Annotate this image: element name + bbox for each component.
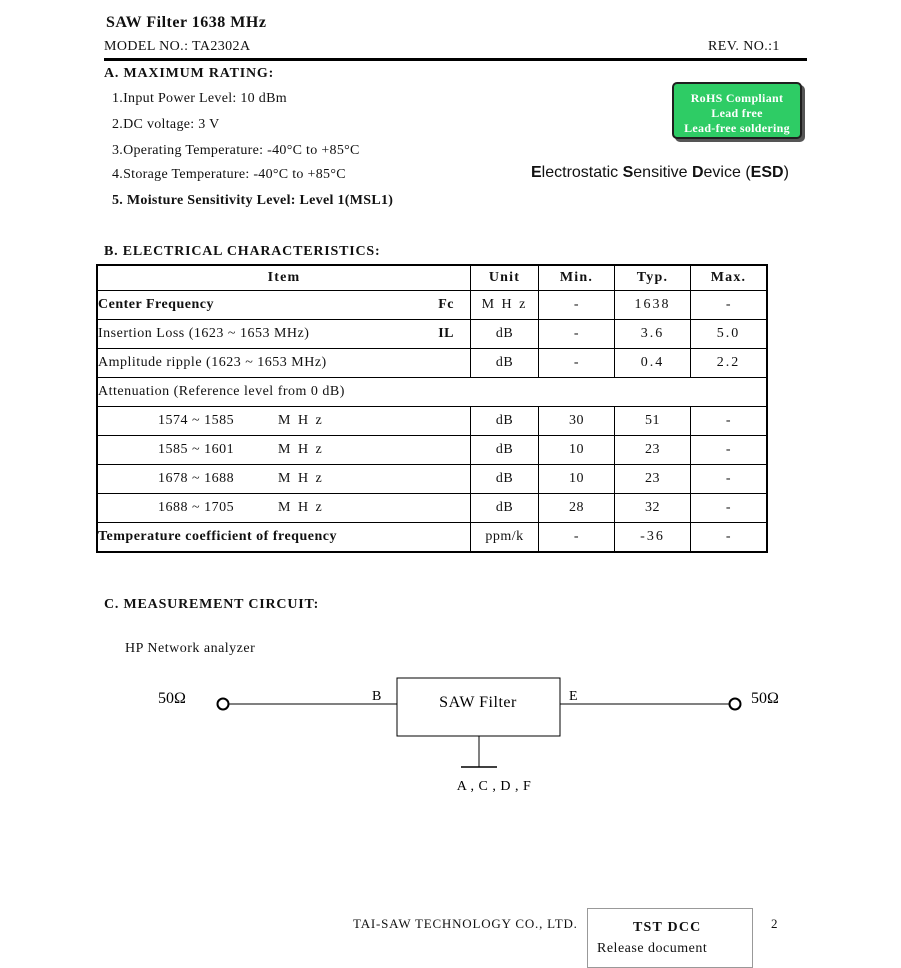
section-b-heading: B. ELECTRICAL CHARACTERISTICS: bbox=[104, 244, 381, 259]
freq-unit: M H z bbox=[278, 500, 324, 515]
dcc-stamp-box bbox=[587, 908, 753, 968]
document-title: SAW Filter 1638 MHz bbox=[106, 14, 267, 31]
col-header-unit: Unit bbox=[471, 265, 539, 291]
cell-max: - bbox=[691, 436, 768, 465]
esd-abbrev: ESD bbox=[750, 164, 784, 181]
cell-min: 28 bbox=[539, 494, 615, 523]
cell-min: 10 bbox=[539, 436, 615, 465]
cell-min: 30 bbox=[539, 407, 615, 436]
model-number: MODEL NO.: TA2302A bbox=[104, 39, 251, 54]
cell-unit: M H z bbox=[471, 291, 539, 320]
cell-unit: dB bbox=[471, 320, 539, 349]
cell-unit: dB bbox=[471, 494, 539, 523]
ground-pins-label: A , C , D , F bbox=[456, 779, 532, 794]
cell-max: - bbox=[691, 291, 768, 320]
saw-filter-label: SAW Filter bbox=[439, 694, 517, 711]
input-port-label: B bbox=[372, 689, 382, 704]
cell-max: - bbox=[691, 465, 768, 494]
cell-max: - bbox=[691, 523, 768, 553]
row-item: Temperature coefficient of frequency bbox=[97, 523, 471, 553]
col-header-max: Max. bbox=[691, 265, 768, 291]
freq-unit: M H z bbox=[278, 413, 324, 428]
rohs-line: RoHS Compliant bbox=[690, 91, 784, 105]
rohs-line: Lead-free soldering bbox=[684, 121, 790, 135]
right-terminal bbox=[730, 699, 741, 710]
esd-letter: D bbox=[691, 164, 704, 181]
esd-text: evice ( bbox=[703, 164, 751, 181]
col-header-min: Min. bbox=[539, 265, 615, 291]
rating-item: 2.DC voltage: 3 V bbox=[112, 117, 220, 132]
item-label: Insertion Loss (1623 ~ 1653 MHz) bbox=[98, 326, 310, 341]
cell-unit: dB bbox=[471, 436, 539, 465]
freq-unit: M H z bbox=[278, 471, 324, 486]
dcc-title: TST DCC bbox=[633, 920, 702, 935]
item-label: Center Frequency bbox=[98, 297, 214, 312]
item-symbol: Fc bbox=[438, 297, 454, 312]
cell-typ: 3.6 bbox=[615, 320, 691, 349]
rating-item: 4.Storage Temperature: -40°C to +85°C bbox=[112, 167, 346, 182]
cell-unit: dB bbox=[471, 465, 539, 494]
output-port-label: E bbox=[569, 689, 578, 704]
cell-unit: dB bbox=[471, 407, 539, 436]
esd-text: lectrostatic bbox=[541, 164, 623, 181]
col-header-item: Item bbox=[97, 265, 471, 291]
freq-range: 1688 ~ 1705 bbox=[158, 500, 235, 515]
dcc-subtitle: Release document bbox=[597, 941, 708, 956]
right-impedance-label: 50Ω bbox=[751, 690, 779, 707]
cell-max: - bbox=[691, 407, 768, 436]
left-terminal bbox=[218, 699, 229, 710]
cell-min: - bbox=[539, 349, 615, 378]
freq-unit: M H z bbox=[278, 442, 324, 457]
cell-min: 10 bbox=[539, 465, 615, 494]
cell-max: 5.0 bbox=[691, 320, 768, 349]
attenuation-heading: Attenuation (Reference level from 0 dB) bbox=[97, 378, 767, 407]
cell-typ: 0.4 bbox=[615, 349, 691, 378]
cell-min: - bbox=[539, 523, 615, 553]
cell-unit: dB bbox=[471, 349, 539, 378]
cell-unit: ppm/k bbox=[471, 523, 539, 553]
company-name: TAI-SAW TECHNOLOGY CO., LTD. bbox=[353, 916, 578, 931]
freq-range: 1585 ~ 1601 bbox=[158, 442, 235, 457]
cell-min: - bbox=[539, 320, 615, 349]
cell-typ: 32 bbox=[615, 494, 691, 523]
item-symbol: IL bbox=[438, 326, 454, 341]
analyzer-label: HP Network analyzer bbox=[125, 641, 256, 656]
esd-text: ensitive bbox=[633, 164, 692, 181]
cell-max: 2.2 bbox=[691, 349, 768, 378]
section-a-heading: A. MAXIMUM RATING: bbox=[104, 66, 275, 81]
cell-typ: 1638 bbox=[615, 291, 691, 320]
cell-typ: 23 bbox=[615, 436, 691, 465]
cell-typ: 51 bbox=[615, 407, 691, 436]
freq-range: 1678 ~ 1688 bbox=[158, 471, 235, 486]
rating-item: 3.Operating Temperature: -40°C to +85°C bbox=[112, 143, 360, 158]
left-impedance-label: 50Ω bbox=[158, 690, 186, 707]
cell-typ: 23 bbox=[615, 465, 691, 494]
esd-letter: S bbox=[622, 164, 634, 181]
col-header-typ: Typ. bbox=[615, 265, 691, 291]
rating-item: 1.Input Power Level: 10 dBm bbox=[112, 91, 287, 106]
freq-range: 1574 ~ 1585 bbox=[158, 413, 235, 428]
cell-min: - bbox=[539, 291, 615, 320]
rating-item-msl: 5. Moisture Sensitivity Level: Level 1(MSL1) bbox=[112, 193, 394, 208]
page-number: 2 bbox=[771, 916, 778, 931]
cell-max: - bbox=[691, 494, 768, 523]
item-label: Amplitude ripple (1623 ~ 1653 MHz) bbox=[98, 355, 327, 370]
revision-number: REV. NO.:1 bbox=[708, 39, 780, 54]
esd-text: ) bbox=[783, 164, 789, 181]
section-c-heading: C. MEASUREMENT CIRCUIT: bbox=[104, 597, 320, 612]
rohs-line: Lead free bbox=[711, 106, 763, 120]
esd-letter: E bbox=[531, 164, 542, 181]
cell-typ: -36 bbox=[615, 523, 691, 553]
